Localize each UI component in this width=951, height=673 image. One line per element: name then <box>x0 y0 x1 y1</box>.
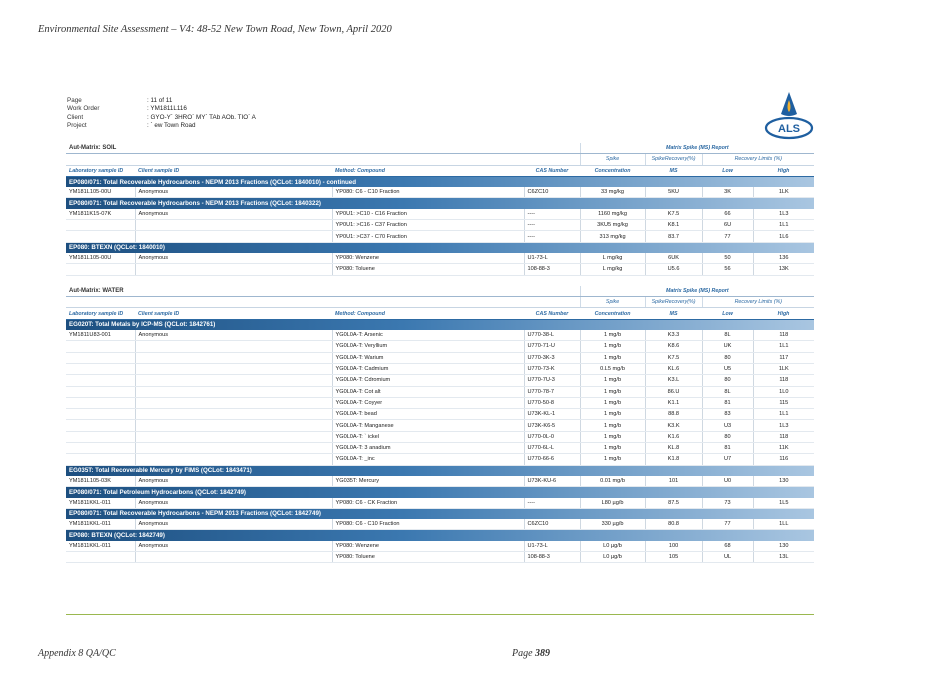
cas-number: U770-50-8 <box>524 397 580 408</box>
lab-sample-id: YM1811KKL-011 <box>66 519 135 530</box>
meta-value: : GYO-Y` 3HRO` MY` TAb AOb. TIO` A <box>147 113 256 121</box>
client-sample-id <box>135 454 332 465</box>
client-sample-id: Anonymous <box>135 519 332 530</box>
spike-concentration: 1 mg/b <box>580 375 645 386</box>
logo-text: ALS <box>778 123 800 135</box>
footer-appendix: Appendix 8 QA/QC <box>38 648 116 659</box>
ms-recovery: K8.6 <box>645 341 702 352</box>
meta-value: : 11 of 11 <box>147 97 173 104</box>
recovery-high: 130 <box>753 476 814 487</box>
lab-sample-id <box>66 443 135 454</box>
table-row <box>66 253 814 264</box>
ms-recovery: 80.8 <box>645 519 702 530</box>
table-row <box>66 375 814 386</box>
cas-number: ---- <box>524 220 580 231</box>
client-sample-id: Anonymous <box>135 330 332 341</box>
client-sample-id <box>135 431 332 442</box>
recovery-low: 50 <box>702 253 753 264</box>
cas-number: U770-38-L <box>524 330 580 341</box>
client-sample-id: Anonymous <box>135 476 332 487</box>
meta-value: : ` ew Town Road <box>147 122 196 130</box>
cas-number: 108-88-3 <box>524 264 580 275</box>
matrix-title: Aut-Matrix: WATER <box>66 286 580 297</box>
method-compound: YG0L0A-T: bead <box>332 409 524 420</box>
recovery-low: 81 <box>702 397 753 408</box>
spike-concentration: 1 mg/b <box>580 341 645 352</box>
section-title: EG020T: Total Metals by ICP-MS (QCLot: 1842761) <box>66 319 814 330</box>
spike-concentration: L0 µg/b <box>580 541 645 552</box>
client-sample-id: Anonymous <box>135 209 332 220</box>
spike-header-row <box>66 154 814 165</box>
ms-recovery: 86.U <box>645 386 702 397</box>
col-method: Method: Compound <box>332 165 524 176</box>
column-header-row <box>66 165 814 176</box>
spike-concentration: 1 mg/b <box>580 409 645 420</box>
table-row <box>66 476 814 487</box>
recovery-low: 56 <box>702 264 753 275</box>
meta-value: : YM1811L116 <box>147 105 187 113</box>
method-compound: YG0L0A-T: _inc <box>332 454 524 465</box>
ms-report-header: Matrix Spike (MS) Report <box>580 143 814 154</box>
gap-cell <box>66 275 814 286</box>
table-row <box>66 551 814 562</box>
recovery-high: 118 <box>753 330 814 341</box>
spike-concentration: L mg/kg <box>580 264 645 275</box>
method-compound: YP0U1: >C16 - C37 Fraction <box>332 220 524 231</box>
recovery-high: 1L6 <box>753 231 814 242</box>
spike-concentration: 1 mg/b <box>580 397 645 408</box>
recovery-high: 115 <box>753 397 814 408</box>
section-title: EP080: BTEXN (QCLot: 1842749) <box>66 530 814 541</box>
lab-sample-id <box>66 420 135 431</box>
meta-row <box>67 122 256 130</box>
recovery-low: U7 <box>702 454 753 465</box>
client-sample-id: Anonymous <box>135 541 332 552</box>
spike-concentration: 1 mg/b <box>580 420 645 431</box>
lab-sample-id: YM181L105-03K <box>66 476 135 487</box>
table-row <box>66 454 814 465</box>
spike-concentration: 0.L5 mg/b <box>580 363 645 374</box>
meta-row <box>67 97 256 105</box>
lab-sample-id: YM1811KKL-011 <box>66 541 135 552</box>
recovery-high: 117 <box>753 352 814 363</box>
spike-recovery-header: SpikeRecovery(%) <box>645 154 702 165</box>
cas-number: 108-88-3 <box>524 551 580 562</box>
meta-label: Work Order <box>67 105 100 113</box>
col-ms: MS <box>645 165 702 176</box>
client-sample-id <box>135 220 332 231</box>
recovery-high: 11K <box>753 443 814 454</box>
recovery-high: 130 <box>753 541 814 552</box>
col-method: Method: Compound <box>332 308 524 319</box>
cas-number: U1-73-L <box>524 253 580 264</box>
section-header-row <box>66 508 814 519</box>
ms-recovery: 6UK <box>645 253 702 264</box>
lab-sample-id <box>66 220 135 231</box>
table-row <box>66 443 814 454</box>
ms-recovery: 100 <box>645 541 702 552</box>
method-compound: YG0L0A-T: Cdromium <box>332 375 524 386</box>
section-header-row <box>66 319 814 330</box>
recovery-low: 80 <box>702 431 753 442</box>
col-concentration: Concentration <box>580 308 645 319</box>
client-sample-id <box>135 231 332 242</box>
table-row <box>66 187 814 198</box>
recovery-limits-header: Recovery Limits (%) <box>702 297 814 308</box>
ms-recovery: 83.7 <box>645 231 702 242</box>
recovery-low: UL <box>702 551 753 562</box>
client-sample-id <box>135 397 332 408</box>
col-cas: CAS Number <box>524 165 580 176</box>
ms-recovery: K1.8 <box>645 454 702 465</box>
method-compound: YG0L0A-T: ` ickel <box>332 431 524 442</box>
ms-recovery: 105 <box>645 551 702 562</box>
section-header-row <box>66 176 814 187</box>
method-compound: YP0U1: >C10 - C16 Fraction <box>332 209 524 220</box>
table-row <box>66 209 814 220</box>
recovery-low: 77 <box>702 231 753 242</box>
cas-number: U770-6L-L <box>524 443 580 454</box>
col-client-id: Client sample ID <box>135 308 332 319</box>
table-row <box>66 231 814 242</box>
table-row <box>66 397 814 408</box>
recovery-high: 116 <box>753 454 814 465</box>
client-sample-id <box>135 352 332 363</box>
spike-concentration: 330 µg/b <box>580 519 645 530</box>
col-high: High <box>753 165 814 176</box>
spike-concentration: 1160 mg/kg <box>580 209 645 220</box>
document-header: Environmental Site Assessment – V4: 48-52 New Town Road, New Town, April 2020 <box>38 24 392 35</box>
section-title: EP080: BTEXN (QCLot: 1840010) <box>66 242 814 253</box>
footer-page-number: 389 <box>535 648 551 659</box>
ms-recovery: KL.6 <box>645 363 702 374</box>
cas-number: U73K-K6-5 <box>524 420 580 431</box>
lab-sample-id <box>66 386 135 397</box>
recovery-low: 81 <box>702 443 753 454</box>
recovery-low: 80 <box>702 375 753 386</box>
cas-number: ---- <box>524 209 580 220</box>
cas-number: U770-0L-0 <box>524 431 580 442</box>
cas-number: C6ZC10 <box>524 187 580 198</box>
ms-recovery: 88.8 <box>645 409 702 420</box>
spike-concentration: 3KU5 mg/kg <box>580 220 645 231</box>
section-header-row <box>66 198 814 209</box>
spike-header: Spike <box>580 154 645 165</box>
table-row <box>66 498 814 509</box>
spike-concentration: 0.01 mg/b <box>580 476 645 487</box>
ms-recovery: 87.5 <box>645 498 702 509</box>
table-row <box>66 409 814 420</box>
client-sample-id <box>135 264 332 275</box>
col-low: Low <box>702 165 753 176</box>
recovery-low: 8L <box>702 330 753 341</box>
lab-sample-id: YM181L105-00U <box>66 187 135 198</box>
blank-cell <box>66 154 580 165</box>
recovery-low: 8L <box>702 386 753 397</box>
cas-number: U73K-KU-6 <box>524 476 580 487</box>
spike-concentration: 1 mg/b <box>580 386 645 397</box>
recovery-low: UK <box>702 341 753 352</box>
cas-number: U770-66-6 <box>524 454 580 465</box>
method-compound: YG035T: Mercury <box>332 476 524 487</box>
recovery-high: 118 <box>753 431 814 442</box>
lab-sample-id <box>66 363 135 374</box>
recovery-high: 1L3 <box>753 420 814 431</box>
method-compound: YP0U1: >C37 - C70 Fraction <box>332 231 524 242</box>
recovery-low: 77 <box>702 519 753 530</box>
spike-concentration: 1 mg/b <box>580 330 645 341</box>
spike-header-row <box>66 297 814 308</box>
section-title: EG035T: Total Recoverable Mercury by FIMS (QCLot: 1843471) <box>66 465 814 476</box>
method-compound: YG0L0A-T: Veryllium <box>332 341 524 352</box>
section-title: EP080/071: Total Recoverable Hydrocarbons - NEPM 2013 Fractions (QCLot: 1840322) <box>66 198 814 209</box>
matrix-gap <box>66 275 814 286</box>
ms-recovery: K1.1 <box>645 397 702 408</box>
als-logo-icon <box>763 88 815 140</box>
lab-sample-id <box>66 454 135 465</box>
lab-sample-id: YM1811U83-001 <box>66 330 135 341</box>
recovery-high: 1L1 <box>753 220 814 231</box>
col-low: Low <box>702 308 753 319</box>
ms-recovery: K3.K <box>645 420 702 431</box>
spike-concentration: 1 mg/b <box>580 431 645 442</box>
method-compound: YG0L0A-T: Cot alt <box>332 386 524 397</box>
table-row <box>66 352 814 363</box>
section-title: EP080/071: Total Petroleum Hydrocarbons (QCLot: 1842749) <box>66 487 814 498</box>
cas-number: ---- <box>524 498 580 509</box>
matrix-title: Aut-Matrix: SOIL <box>66 143 580 154</box>
col-lab-id: Laboratory sample ID <box>66 308 135 319</box>
client-sample-id <box>135 409 332 420</box>
table-row <box>66 386 814 397</box>
ms-report <box>66 143 814 563</box>
method-compound: YG0L0A-T: Coyyer <box>332 397 524 408</box>
cas-number: U770-7U-3 <box>524 375 580 386</box>
recovery-high: 136 <box>753 253 814 264</box>
recovery-limits-header: Recovery Limits (%) <box>702 154 814 165</box>
column-header-row <box>66 308 814 319</box>
recovery-high: 1LK <box>753 363 814 374</box>
col-ms: MS <box>645 308 702 319</box>
blank-cell <box>66 297 580 308</box>
recovery-high: 118 <box>753 375 814 386</box>
recovery-high: 1LL <box>753 519 814 530</box>
recovery-low: 3K <box>702 187 753 198</box>
recovery-low: U0 <box>702 476 753 487</box>
table-row <box>66 420 814 431</box>
method-compound: YP080: Wenzene <box>332 541 524 552</box>
meta-row <box>67 114 256 122</box>
matrix-header-row <box>66 286 814 297</box>
table-row <box>66 363 814 374</box>
recovery-high: 1L0 <box>753 386 814 397</box>
table-row <box>66 220 814 231</box>
spike-recovery-header: SpikeRecovery(%) <box>645 297 702 308</box>
ms-recovery: 101 <box>645 476 702 487</box>
ms-recovery: K3.L <box>645 375 702 386</box>
method-compound: YG0L0A-T: Warium <box>332 352 524 363</box>
ms-recovery: 5KU <box>645 187 702 198</box>
col-cas: CAS Number <box>524 308 580 319</box>
recovery-low: 6U <box>702 220 753 231</box>
client-sample-id <box>135 386 332 397</box>
spike-concentration: 33 mg/kg <box>580 187 645 198</box>
recovery-high: 1L5 <box>753 498 814 509</box>
spike-header: Spike <box>580 297 645 308</box>
cas-number: U1-73-L <box>524 541 580 552</box>
method-compound: YG0L0A-T: 3 anadium <box>332 443 524 454</box>
ms-recovery: K7.5 <box>645 352 702 363</box>
ms-recovery: K7.5 <box>645 209 702 220</box>
cas-number: C6ZC10 <box>524 519 580 530</box>
client-sample-id: Anonymous <box>135 498 332 509</box>
lab-sample-id: YM1811K15-07K <box>66 209 135 220</box>
lab-sample-id <box>66 551 135 562</box>
section-title: EP080/071: Total Recoverable Hydrocarbons - NEPM 2013 Fractions (QCLot: 1840010) - continued <box>66 176 814 187</box>
method-compound: YP080: Toluene <box>332 551 524 562</box>
spike-concentration: L mg/kg <box>580 253 645 264</box>
spike-concentration: L80 µg/b <box>580 498 645 509</box>
lab-sample-id <box>66 409 135 420</box>
client-sample-id: Anonymous <box>135 253 332 264</box>
report-meta <box>67 97 256 131</box>
method-compound: YP080: Wenzene <box>332 253 524 264</box>
recovery-high: 1L1 <box>753 341 814 352</box>
method-compound: YG0L0A-T: Arsenic <box>332 330 524 341</box>
lab-sample-id <box>66 431 135 442</box>
recovery-high: 1L3 <box>753 209 814 220</box>
table-row <box>66 341 814 352</box>
method-compound: YG0L0A-T: Cadmium <box>332 363 524 374</box>
lab-sample-id <box>66 375 135 386</box>
section-header-row <box>66 530 814 541</box>
client-sample-id <box>135 443 332 454</box>
ms-recovery: K8.1 <box>645 220 702 231</box>
spike-concentration: 1 mg/b <box>580 443 645 454</box>
spike-concentration: 313 mg/kg <box>580 231 645 242</box>
meta-row <box>67 105 256 113</box>
footer-divider <box>66 614 814 615</box>
table-row <box>66 431 814 442</box>
col-lab-id: Laboratory sample ID <box>66 165 135 176</box>
lab-sample-id <box>66 341 135 352</box>
recovery-low: U5 <box>702 363 753 374</box>
recovery-low: 83 <box>702 409 753 420</box>
method-compound: YP080: C6 - CK Fraction <box>332 498 524 509</box>
client-sample-id <box>135 420 332 431</box>
section-header-row <box>66 487 814 498</box>
recovery-high: 1LK <box>753 187 814 198</box>
meta-label: Project <box>67 122 87 130</box>
ms-recovery: K3.3 <box>645 330 702 341</box>
cas-number: U770-3K-3 <box>524 352 580 363</box>
section-title: EP080/071: Total Recoverable Hydrocarbons - NEPM 2013 Fractions (QCLot: 1842749) <box>66 508 814 519</box>
cas-number: U770-73-K <box>524 363 580 374</box>
method-compound: YP080: C6 - C10 Fraction <box>332 187 524 198</box>
footer-page-label: Page <box>512 648 536 659</box>
section-header-row <box>66 242 814 253</box>
ms-recovery: KL.8 <box>645 443 702 454</box>
table-row <box>66 330 814 341</box>
client-sample-id <box>135 341 332 352</box>
client-sample-id: Anonymous <box>135 187 332 198</box>
recovery-low: 68 <box>702 541 753 552</box>
table-row <box>66 264 814 275</box>
ms-report-header: Matrix Spike (MS) Report <box>580 286 814 297</box>
spike-concentration: 1 mg/b <box>580 352 645 363</box>
lab-sample-id <box>66 231 135 242</box>
col-concentration: Concentration <box>580 165 645 176</box>
recovery-high: 13K <box>753 264 814 275</box>
ms-recovery: U5.6 <box>645 264 702 275</box>
cas-number: U73K-KL-1 <box>524 409 580 420</box>
cas-number: U770-78-7 <box>524 386 580 397</box>
method-compound: YG0L0A-T: Manganese <box>332 420 524 431</box>
recovery-high: 1L1 <box>753 409 814 420</box>
section-header-row <box>66 465 814 476</box>
matrix-header-row <box>66 143 814 154</box>
col-client-id: Client sample ID <box>135 165 332 176</box>
recovery-low: 66 <box>702 209 753 220</box>
cas-number: ---- <box>524 231 580 242</box>
meta-label: Page <box>67 97 82 104</box>
ms-recovery: K1.6 <box>645 431 702 442</box>
lab-sample-id <box>66 264 135 275</box>
lab-sample-id: YM1811KKL-011 <box>66 498 135 509</box>
client-sample-id <box>135 363 332 374</box>
lab-sample-id: YM181L105-00U <box>66 253 135 264</box>
recovery-low: 80 <box>702 352 753 363</box>
recovery-low: 73 <box>702 498 753 509</box>
client-sample-id <box>135 375 332 386</box>
col-high: High <box>753 308 814 319</box>
table-row <box>66 519 814 530</box>
method-compound: YP080: Toluene <box>332 264 524 275</box>
spike-concentration: 1 mg/b <box>580 454 645 465</box>
lab-sample-id <box>66 397 135 408</box>
footer-page <box>512 648 550 659</box>
meta-label: Client <box>67 113 84 121</box>
method-compound: YP080: C6 - C10 Fraction <box>332 519 524 530</box>
recovery-low: U3 <box>702 420 753 431</box>
lab-sample-id <box>66 352 135 363</box>
table-row <box>66 541 814 552</box>
recovery-high: 13L <box>753 551 814 562</box>
client-sample-id <box>135 551 332 562</box>
spike-concentration: L0 µg/b <box>580 551 645 562</box>
ms-report-table <box>66 143 814 563</box>
cas-number: U770-71-U <box>524 341 580 352</box>
